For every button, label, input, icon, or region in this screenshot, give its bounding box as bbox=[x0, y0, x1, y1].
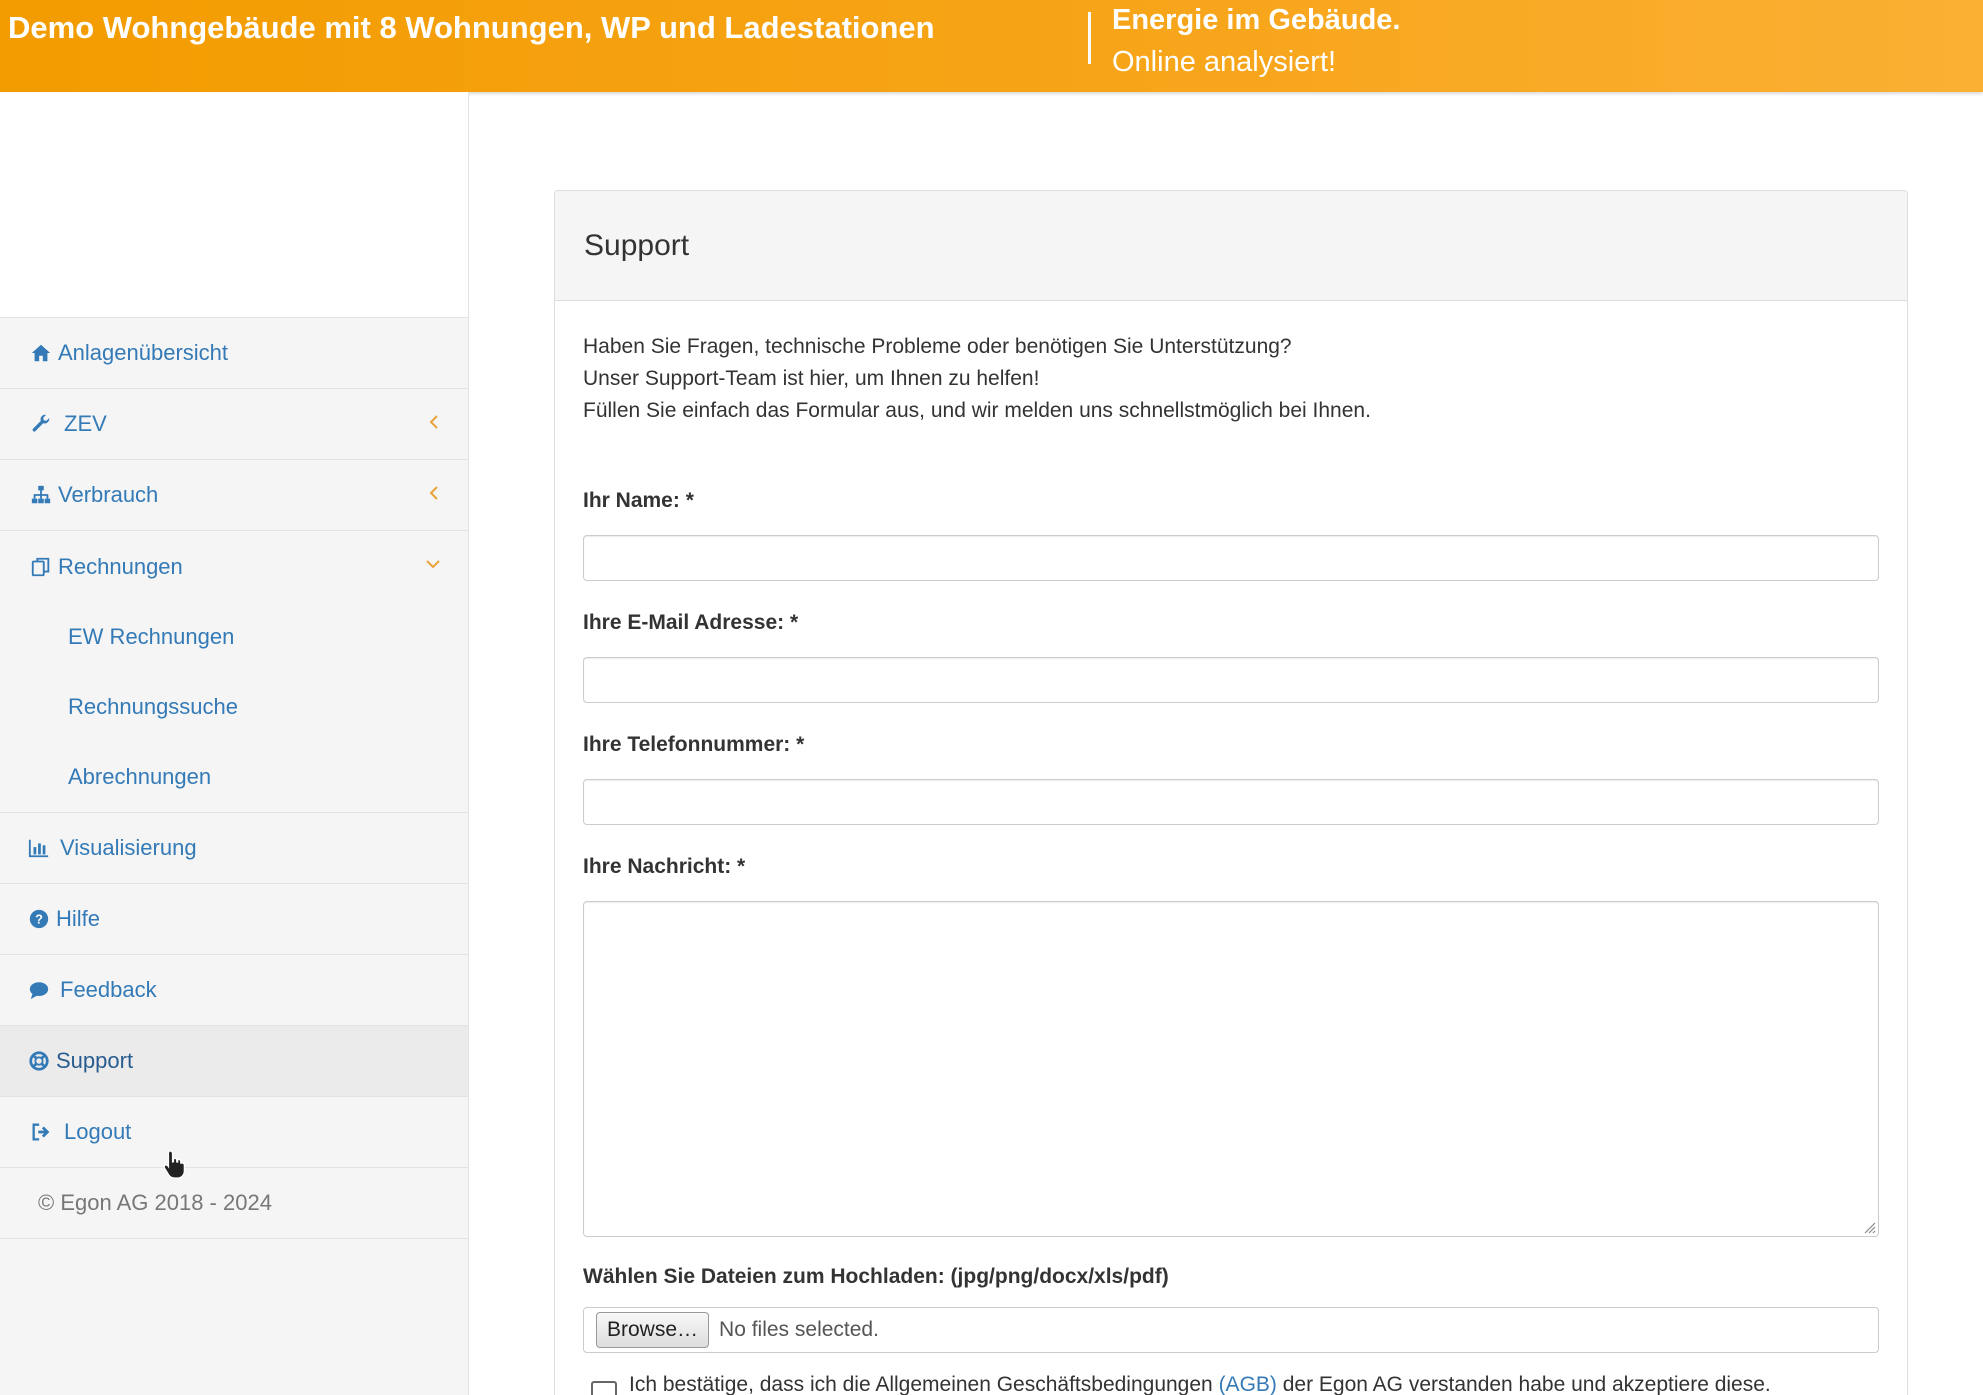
panel-body bbox=[555, 301, 1907, 1395]
copy-icon bbox=[28, 555, 54, 579]
wrench-icon bbox=[28, 412, 54, 436]
sidebar-logo-area bbox=[0, 92, 468, 318]
bar-chart-icon bbox=[26, 836, 52, 860]
rechnungen-submenu bbox=[0, 602, 468, 813]
intro-text bbox=[583, 331, 1879, 427]
life-ring-icon bbox=[26, 1049, 52, 1073]
sidebar-subitem-abrechnungen[interactable]: Abrechnungen bbox=[68, 764, 212, 789]
agb-checkbox[interactable] bbox=[591, 1381, 617, 1395]
agb-consent-row bbox=[583, 1373, 1879, 1395]
svg-text:?: ? bbox=[35, 911, 43, 927]
top-header bbox=[0, 0, 1983, 92]
panel-heading bbox=[555, 191, 1907, 301]
phone-field[interactable] bbox=[583, 779, 1879, 825]
sidebar-item-logout[interactable] bbox=[0, 1097, 468, 1168]
agb-text-before: Ich bestätige, dass ich die Allgemeinen Geschäftsbedingungen bbox=[629, 1373, 1219, 1395]
sidebar-item-label: Visualisierung bbox=[60, 835, 197, 860]
message-label: Ihre Nachricht: * bbox=[583, 855, 746, 878]
sidebar-item-verbrauch[interactable] bbox=[0, 460, 468, 531]
sidebar-subitem-ew-rechnungen[interactable]: EW Rechnungen bbox=[68, 624, 235, 649]
agb-text-after: der Egon AG verstanden habe und akzeptiere diese. bbox=[1276, 1373, 1771, 1395]
page-title: Support bbox=[584, 228, 690, 262]
intro-line-1: Haben Sie Fragen, technische Probleme oder benötigen Sie Unterstützung? bbox=[583, 335, 1292, 358]
header-divider bbox=[1088, 12, 1091, 64]
sidebar-item-label: Verbrauch bbox=[58, 482, 159, 507]
file-upload-field[interactable] bbox=[583, 1307, 1879, 1353]
support-panel bbox=[554, 190, 1908, 1395]
chevron-left-icon bbox=[426, 482, 442, 504]
upload-label: Wählen Sie Dateien zum Hochladen: (jpg/png/docx/xls/pdf) bbox=[583, 1265, 1169, 1288]
browse-button[interactable]: Browse… bbox=[596, 1312, 709, 1348]
sign-out-icon bbox=[28, 1120, 54, 1144]
no-files-text: No files selected. bbox=[719, 1318, 879, 1341]
intro-line-2: Unser Support-Team ist hier, um Ihnen zu helfen! bbox=[583, 367, 1040, 390]
sidebar-item-label: Feedback bbox=[60, 977, 157, 1002]
phone-label: Ihre Telefonnummer: * bbox=[583, 733, 805, 756]
name-label: Ihr Name: * bbox=[583, 489, 694, 512]
sidebar-item-hilfe[interactable] bbox=[0, 884, 468, 955]
sidebar-item-support[interactable] bbox=[0, 1026, 468, 1097]
comment-icon bbox=[26, 978, 52, 1002]
name-field[interactable] bbox=[583, 535, 1879, 581]
sidebar-item-rechnungen[interactable] bbox=[0, 531, 468, 602]
site-title: Demo Wohngebäude mit 8 Wohnungen, WP und Ladestationen bbox=[8, 10, 935, 45]
sidebar-item-visualisierung[interactable] bbox=[0, 813, 468, 884]
message-textarea[interactable] bbox=[583, 901, 1879, 1237]
sidebar bbox=[0, 92, 469, 1395]
slogan-line-2: Online analysiert! bbox=[1112, 46, 1337, 78]
sidebar-item-label: Hilfe bbox=[56, 906, 101, 931]
copyright: © Egon AG 2018 - 2024 bbox=[0, 1168, 468, 1239]
sidebar-item-feedback[interactable] bbox=[0, 955, 468, 1026]
resize-grip-icon[interactable] bbox=[1862, 1220, 1876, 1234]
agb-text bbox=[629, 1373, 1771, 1395]
email-field[interactable] bbox=[583, 657, 1879, 703]
question-circle-icon bbox=[26, 907, 52, 931]
sitemap-icon bbox=[28, 483, 54, 507]
email-label: Ihre E-Mail Adresse: * bbox=[583, 611, 799, 634]
sidebar-item-label: Anlagenübersicht bbox=[58, 340, 229, 365]
chevron-down-icon bbox=[424, 553, 442, 575]
sidebar-item-label: Rechnungen bbox=[58, 553, 183, 579]
sidebar-item-label: Logout bbox=[64, 1119, 132, 1144]
sidebar-item-label: ZEV bbox=[64, 411, 107, 436]
sidebar-item-anlagenuebersicht[interactable] bbox=[0, 318, 468, 389]
home-icon bbox=[28, 341, 54, 365]
agb-link[interactable]: (AGB) bbox=[1218, 1373, 1277, 1395]
intro-line-3: Füllen Sie einfach das Formular aus, und wir melden uns schnellstmöglich bei Ihnen. bbox=[583, 399, 1371, 422]
slogan-line-1: Energie im Gebäude. bbox=[1112, 4, 1401, 36]
sidebar-item-label: Support bbox=[56, 1048, 134, 1073]
chevron-left-icon bbox=[426, 411, 442, 433]
sidebar-item-zev[interactable] bbox=[0, 389, 468, 460]
sidebar-subitem-rechnungssuche[interactable]: Rechnungssuche bbox=[68, 694, 239, 719]
hand-cursor-icon bbox=[162, 1149, 188, 1181]
